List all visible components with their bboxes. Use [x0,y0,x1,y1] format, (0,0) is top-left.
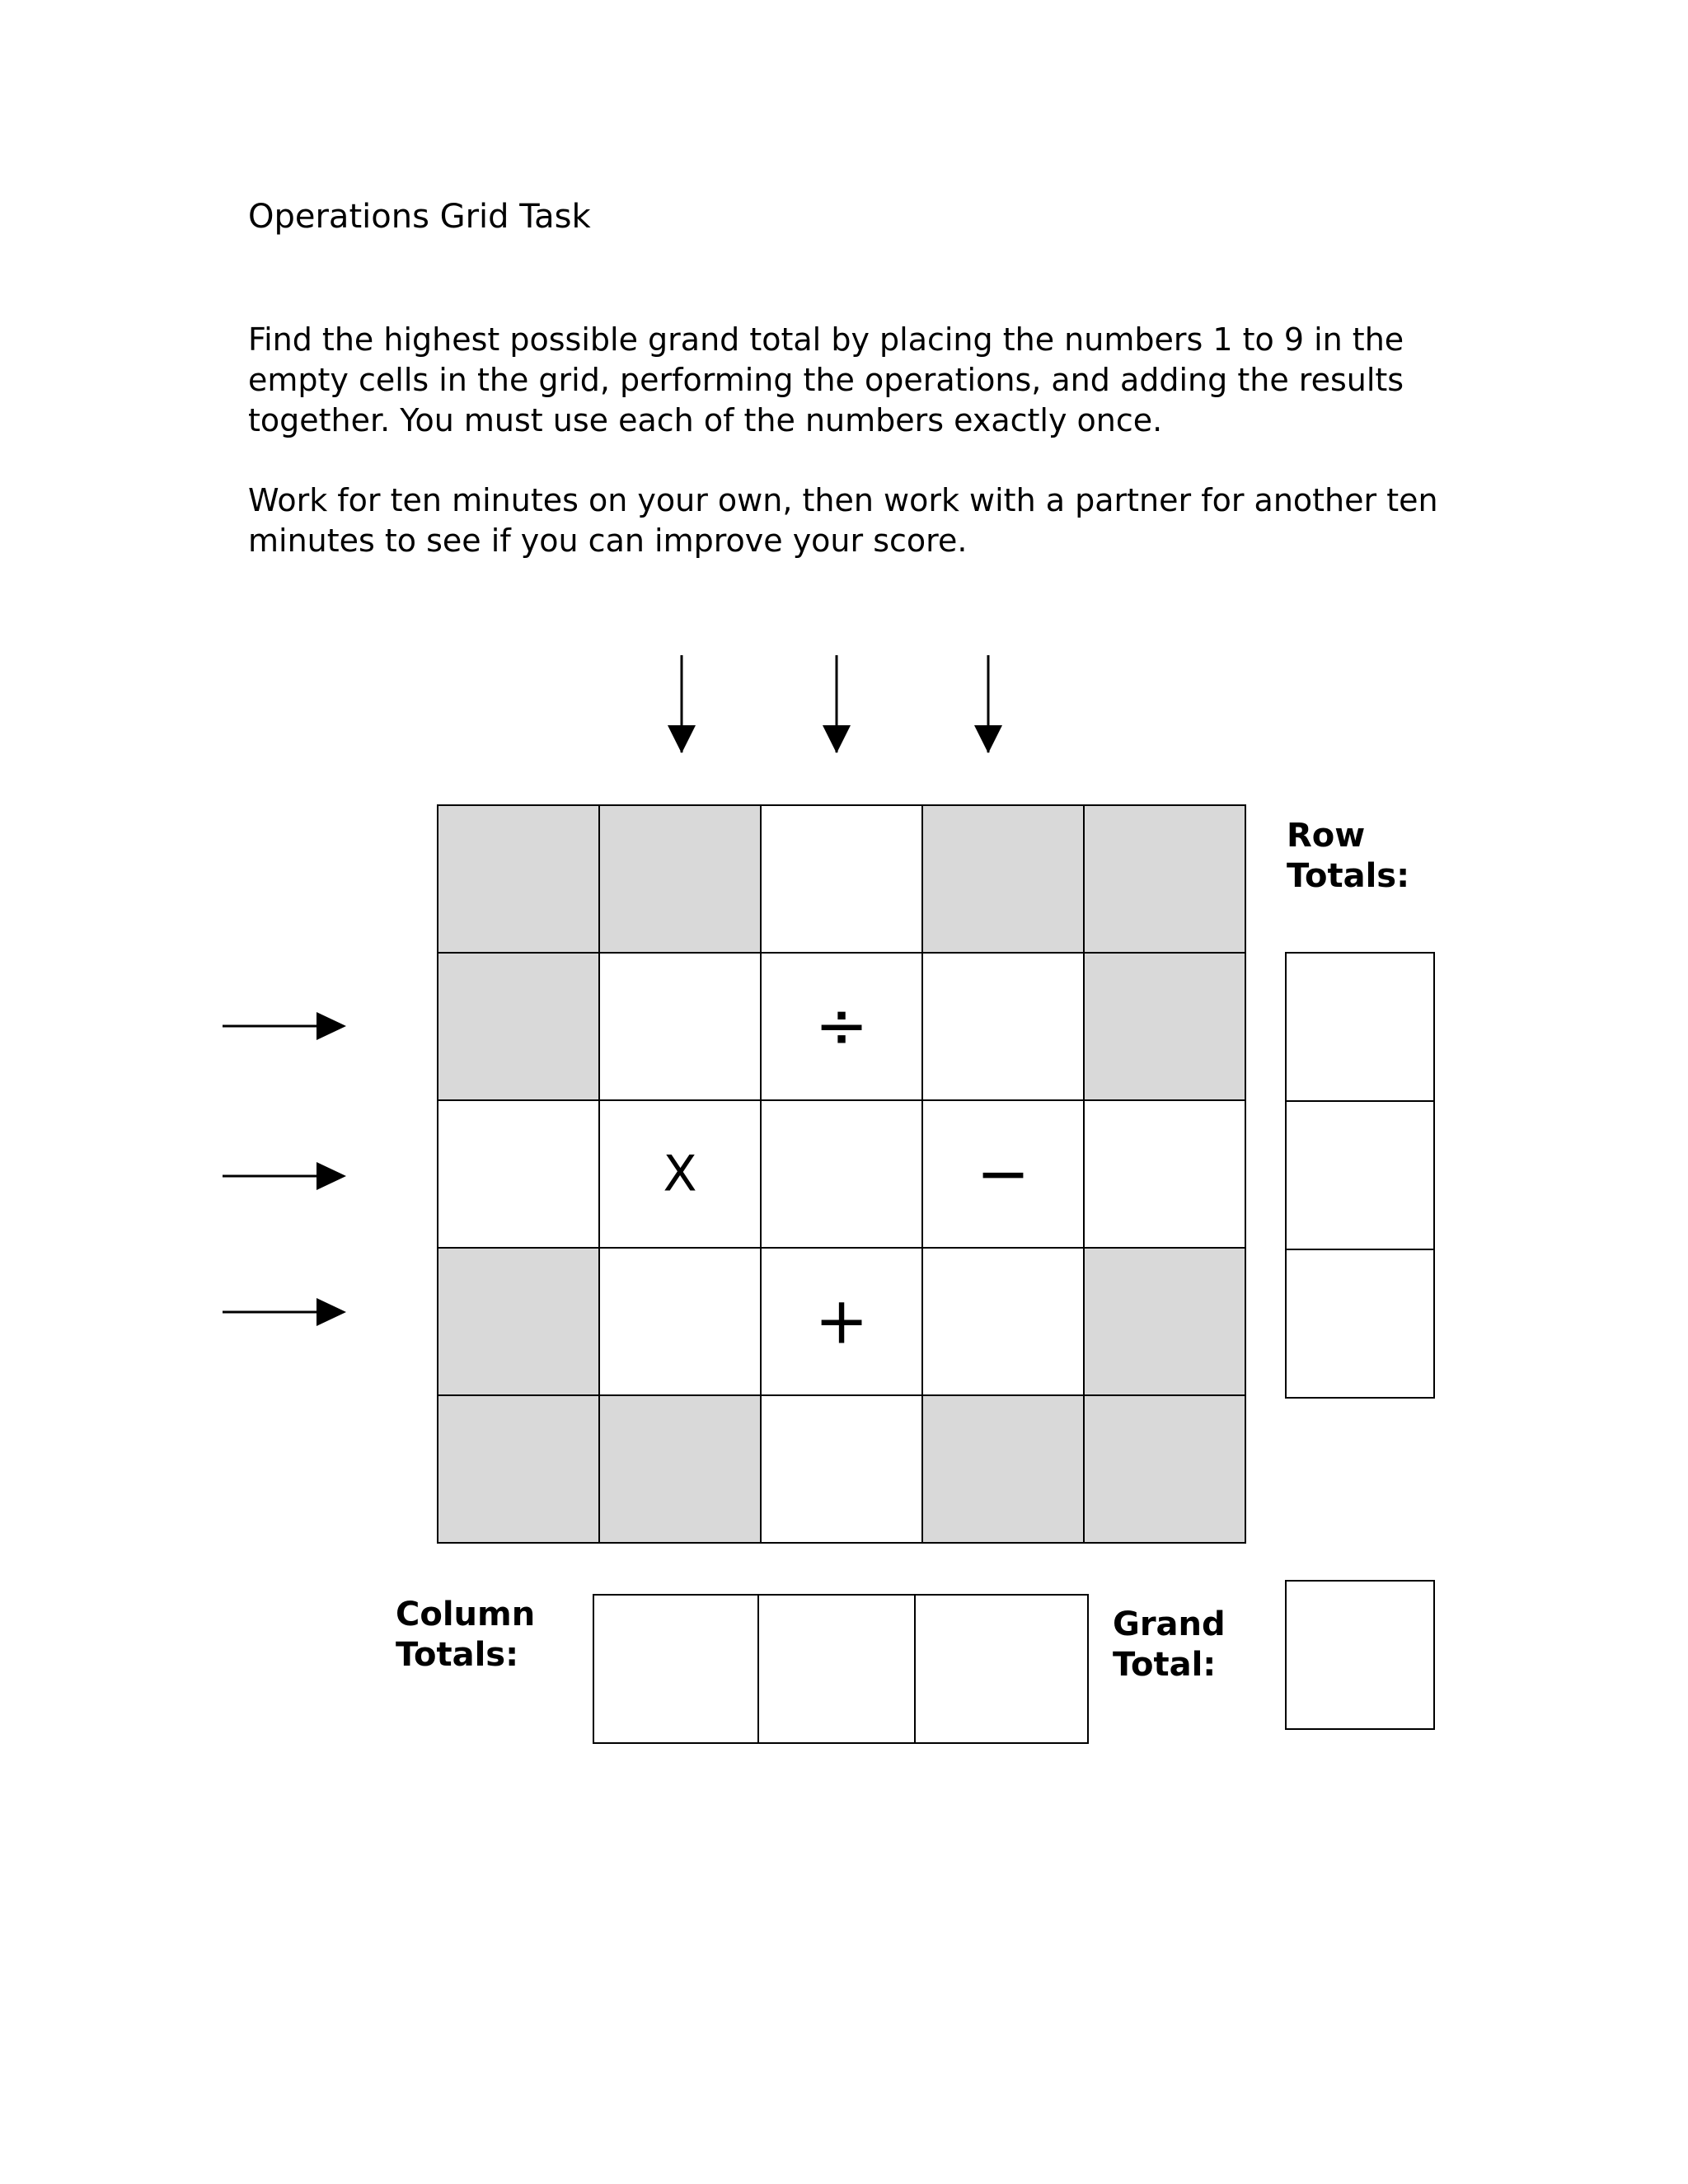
operator-symbol: − [976,1137,1030,1212]
number-cell[interactable] [438,1100,599,1248]
grand-total-label: Grand Total: [1113,1605,1226,1684]
shaded-cell [438,953,599,1100]
number-cell[interactable] [761,805,922,953]
shaded-cell [922,1395,1084,1543]
operations-grid [438,805,1245,1543]
row-total-box[interactable] [1286,1249,1434,1398]
operator-symbol: + [814,1284,869,1359]
arrow-down-icon-head [668,725,696,753]
column-total-box[interactable] [758,1595,915,1743]
shaded-cell [1084,953,1245,1100]
arrow-right-icon-head [316,1298,346,1326]
instructions-paragraph-1: Find the highest possible grand total by placing the numbers 1 to 9 in the empty cells in the grid, performing the operations, and adding the results together. You must use each of the numbers exactly once. [248,321,1404,438]
number-cell[interactable] [761,1395,922,1543]
grand-total-box[interactable] [1286,1581,1434,1729]
number-cell[interactable] [922,953,1084,1100]
shaded-cell [599,1395,761,1543]
page-title: Operations Grid Task [248,198,591,236]
column-total-box[interactable] [915,1595,1088,1743]
row-totals-label: Row Totals: [1287,817,1410,895]
column-total-box[interactable] [593,1595,758,1743]
number-cell[interactable] [1084,1100,1245,1248]
number-cell[interactable] [761,1100,922,1248]
arrow-right-icon-head [316,1162,346,1190]
shaded-cell [438,1395,599,1543]
arrow-right-icon-head [316,1012,346,1040]
row-totals-boxes [1286,953,1434,1398]
instructions-paragraph-2: Work for ten minutes on your own, then work with a partner for another ten minutes to see if you can improve your score. [248,482,1438,559]
arrow-down-icon-head [974,725,1002,753]
shaded-cell [438,1248,599,1395]
row-arrows [223,1012,346,1326]
shaded-cell [599,805,761,953]
column-arrows [668,655,1002,753]
number-cell[interactable] [599,1248,761,1395]
arrow-down-icon-head [823,725,851,753]
column-totals-label: Column Totals: [396,1596,536,1674]
row-total-box[interactable] [1286,953,1434,1101]
number-cell[interactable] [922,1248,1084,1395]
operator-symbol: X [663,1145,697,1203]
operator-symbol: ÷ [814,989,869,1064]
shaded-cell [922,805,1084,953]
shaded-cell [1084,805,1245,953]
column-totals-boxes [593,1595,1088,1743]
shaded-cell [1084,1395,1245,1543]
row-total-box[interactable] [1286,1101,1434,1249]
number-cell[interactable] [599,953,761,1100]
shaded-cell [1084,1248,1245,1395]
shaded-cell [438,805,599,953]
